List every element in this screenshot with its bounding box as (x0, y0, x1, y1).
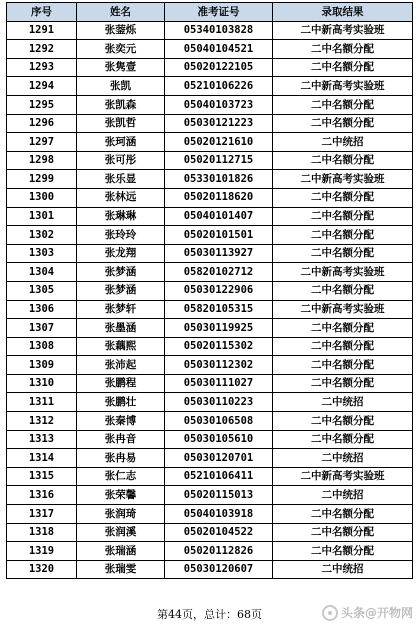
cell-result: 二中新高考实验班 (273, 263, 413, 282)
header-result: 录取结果 (273, 3, 413, 22)
cell-result: 二中名额分配 (273, 188, 413, 207)
cell-name: 张梦涵 (77, 263, 165, 282)
cell-exam-id: 05020104522 (165, 523, 273, 542)
table-row (7, 412, 413, 431)
cell-exam-id: 05020101501 (165, 226, 273, 245)
cell-name: 张润琦 (77, 505, 165, 524)
table-row (7, 523, 413, 542)
cell-name: 张梦涵 (77, 281, 165, 300)
cell-seq: 1312 (7, 412, 77, 431)
table-row (7, 188, 413, 207)
cell-result: 二中统招 (273, 133, 413, 152)
cell-name: 张鹏壮 (77, 393, 165, 412)
cell-exam-id: 05020122105 (165, 58, 273, 77)
cell-name: 张冉易 (77, 449, 165, 468)
cell-result: 二中统招 (273, 449, 413, 468)
cell-result: 二中名额分配 (273, 226, 413, 245)
cell-exam-id: 05030121223 (165, 114, 273, 133)
table-row (7, 393, 413, 412)
cell-result: 二中名额分配 (273, 207, 413, 226)
table-row (7, 95, 413, 114)
table-row (7, 40, 413, 59)
cell-seq: 1305 (7, 281, 77, 300)
cell-seq: 1297 (7, 133, 77, 152)
cell-seq: 1316 (7, 486, 77, 505)
cell-exam-id: 05340103828 (165, 21, 273, 40)
cell-result: 二中新高考实验班 (273, 77, 413, 96)
cell-result: 二中名额分配 (273, 281, 413, 300)
cell-name: 张鹏程 (77, 374, 165, 393)
cell-seq: 1314 (7, 449, 77, 468)
table-row (7, 356, 413, 375)
cell-seq: 1306 (7, 300, 77, 319)
cell-result: 二中名额分配 (273, 505, 413, 524)
cell-exam-id: 05030112302 (165, 356, 273, 375)
table-row (7, 430, 413, 449)
table-row (7, 77, 413, 96)
cell-name: 张梦轩 (77, 300, 165, 319)
cell-exam-id: 05030120607 (165, 560, 273, 579)
cell-exam-id: 05030110223 (165, 393, 273, 412)
page-footer: 第44页，总计：68页 (157, 608, 262, 621)
cell-name: 张凯 (77, 77, 165, 96)
cell-seq: 1296 (7, 114, 77, 133)
cell-seq: 1313 (7, 430, 77, 449)
cell-name: 张凯森 (77, 95, 165, 114)
cell-name: 张润溪 (77, 523, 165, 542)
table-row (7, 560, 413, 579)
cell-result: 二中统招 (273, 560, 413, 579)
table-row (7, 281, 413, 300)
cell-result: 二中新高考实验班 (273, 300, 413, 319)
watermark-text: 头条@开物网 (340, 606, 413, 620)
cell-result: 二中名额分配 (273, 58, 413, 77)
table-row (7, 319, 413, 338)
cell-exam-id: 05020121610 (165, 133, 273, 152)
cell-seq: 1295 (7, 95, 77, 114)
cell-exam-id: 05020118620 (165, 188, 273, 207)
cell-seq: 1307 (7, 319, 77, 338)
cell-seq: 1299 (7, 170, 77, 189)
cell-exam-id: 05040103918 (165, 505, 273, 524)
table-row (7, 486, 413, 505)
table-body (7, 21, 413, 579)
table-row (7, 207, 413, 226)
cell-exam-id: 05820105315 (165, 300, 273, 319)
table-row (7, 542, 413, 561)
table-row (7, 337, 413, 356)
cell-name: 张瑞雯 (77, 560, 165, 579)
cell-result: 二中名额分配 (273, 114, 413, 133)
cell-name: 张沛起 (77, 356, 165, 375)
header-name: 姓名 (77, 3, 165, 22)
cell-name: 张珂涵 (77, 133, 165, 152)
cell-result: 二中名额分配 (273, 40, 413, 59)
cell-seq: 1317 (7, 505, 77, 524)
cell-name: 张隽壹 (77, 58, 165, 77)
cell-exam-id: 05030122906 (165, 281, 273, 300)
cell-name: 张冉音 (77, 430, 165, 449)
cell-name: 张藕熙 (77, 337, 165, 356)
cell-name: 张秦博 (77, 412, 165, 431)
cell-exam-id: 05330101826 (165, 170, 273, 189)
cell-result: 二中名额分配 (273, 151, 413, 170)
cell-exam-id: 05020112715 (165, 151, 273, 170)
cell-exam-id: 05030113927 (165, 244, 273, 263)
cell-name: 张玲玲 (77, 226, 165, 245)
table-row (7, 467, 413, 486)
cell-exam-id: 05040104521 (165, 40, 273, 59)
cell-seq: 1309 (7, 356, 77, 375)
cell-seq: 1294 (7, 77, 77, 96)
cell-exam-id: 05030106508 (165, 412, 273, 431)
table-row (7, 58, 413, 77)
cell-name: 张荣馨 (77, 486, 165, 505)
cell-seq: 1304 (7, 263, 77, 282)
header-exam-id: 准考证号 (165, 3, 273, 22)
cell-exam-id: 05820102712 (165, 263, 273, 282)
cell-exam-id: 05030120701 (165, 449, 273, 468)
table-row (7, 21, 413, 40)
table-row (7, 226, 413, 245)
cell-result: 二中新高考实验班 (273, 21, 413, 40)
table-row (7, 151, 413, 170)
cell-name: 张琳琳 (77, 207, 165, 226)
cell-name: 张凯哲 (77, 114, 165, 133)
cell-result: 二中新高考实验班 (273, 170, 413, 189)
cell-seq: 1298 (7, 151, 77, 170)
cell-result: 二中名额分配 (273, 374, 413, 393)
cell-seq: 1301 (7, 207, 77, 226)
header-seq: 序号 (7, 3, 77, 22)
cell-result: 二中统招 (273, 486, 413, 505)
cell-seq: 1303 (7, 244, 77, 263)
cell-seq: 1320 (7, 560, 77, 579)
cell-exam-id: 05020112826 (165, 542, 273, 561)
cell-seq: 1302 (7, 226, 77, 245)
cell-seq: 1300 (7, 188, 77, 207)
cell-name: 张可彤 (77, 151, 165, 170)
table-row (7, 244, 413, 263)
table-row (7, 114, 413, 133)
cell-name: 张龙翔 (77, 244, 165, 263)
cell-exam-id: 05210106226 (165, 77, 273, 96)
cell-result: 二中统招 (273, 393, 413, 412)
cell-seq: 1311 (7, 393, 77, 412)
table-row (7, 505, 413, 524)
cell-exam-id: 05210106411 (165, 467, 273, 486)
cell-name: 张墨涵 (77, 319, 165, 338)
cell-result: 二中名额分配 (273, 356, 413, 375)
cell-seq: 1292 (7, 40, 77, 59)
cell-seq: 1315 (7, 467, 77, 486)
table-row (7, 449, 413, 468)
cell-exam-id: 05030105610 (165, 430, 273, 449)
cell-name: 张乐显 (77, 170, 165, 189)
cell-seq: 1291 (7, 21, 77, 40)
table-row (7, 133, 413, 152)
admission-table (6, 2, 413, 579)
cell-result: 二中名额分配 (273, 542, 413, 561)
header-row (7, 3, 413, 22)
cell-seq: 1308 (7, 337, 77, 356)
cell-seq: 1318 (7, 523, 77, 542)
cell-exam-id: 05040103723 (165, 95, 273, 114)
table-header (7, 3, 413, 22)
cell-result: 二中名额分配 (273, 244, 413, 263)
camera-icon (322, 605, 338, 621)
cell-exam-id: 05030111027 (165, 374, 273, 393)
table-row (7, 170, 413, 189)
cell-result: 二中新高考实验班 (273, 467, 413, 486)
cell-result: 二中名额分配 (273, 523, 413, 542)
table-row (7, 300, 413, 319)
cell-exam-id: 05030119925 (165, 319, 273, 338)
cell-exam-id: 05020115013 (165, 486, 273, 505)
cell-name: 张奕元 (77, 40, 165, 59)
cell-result: 二中名额分配 (273, 412, 413, 431)
cell-seq: 1293 (7, 58, 77, 77)
cell-name: 张林远 (77, 188, 165, 207)
cell-seq: 1319 (7, 542, 77, 561)
cell-name: 张仁志 (77, 467, 165, 486)
cell-result: 二中名额分配 (273, 430, 413, 449)
cell-result: 二中名额分配 (273, 337, 413, 356)
cell-exam-id: 05040101407 (165, 207, 273, 226)
table-row (7, 374, 413, 393)
table-row (7, 263, 413, 282)
cell-exam-id: 05020115302 (165, 337, 273, 356)
cell-name: 张瑞涵 (77, 542, 165, 561)
cell-name: 张蓥烁 (77, 21, 165, 40)
watermark (322, 604, 413, 621)
cell-result: 二中名额分配 (273, 95, 413, 114)
cell-seq: 1310 (7, 374, 77, 393)
cell-result: 二中名额分配 (273, 319, 413, 338)
